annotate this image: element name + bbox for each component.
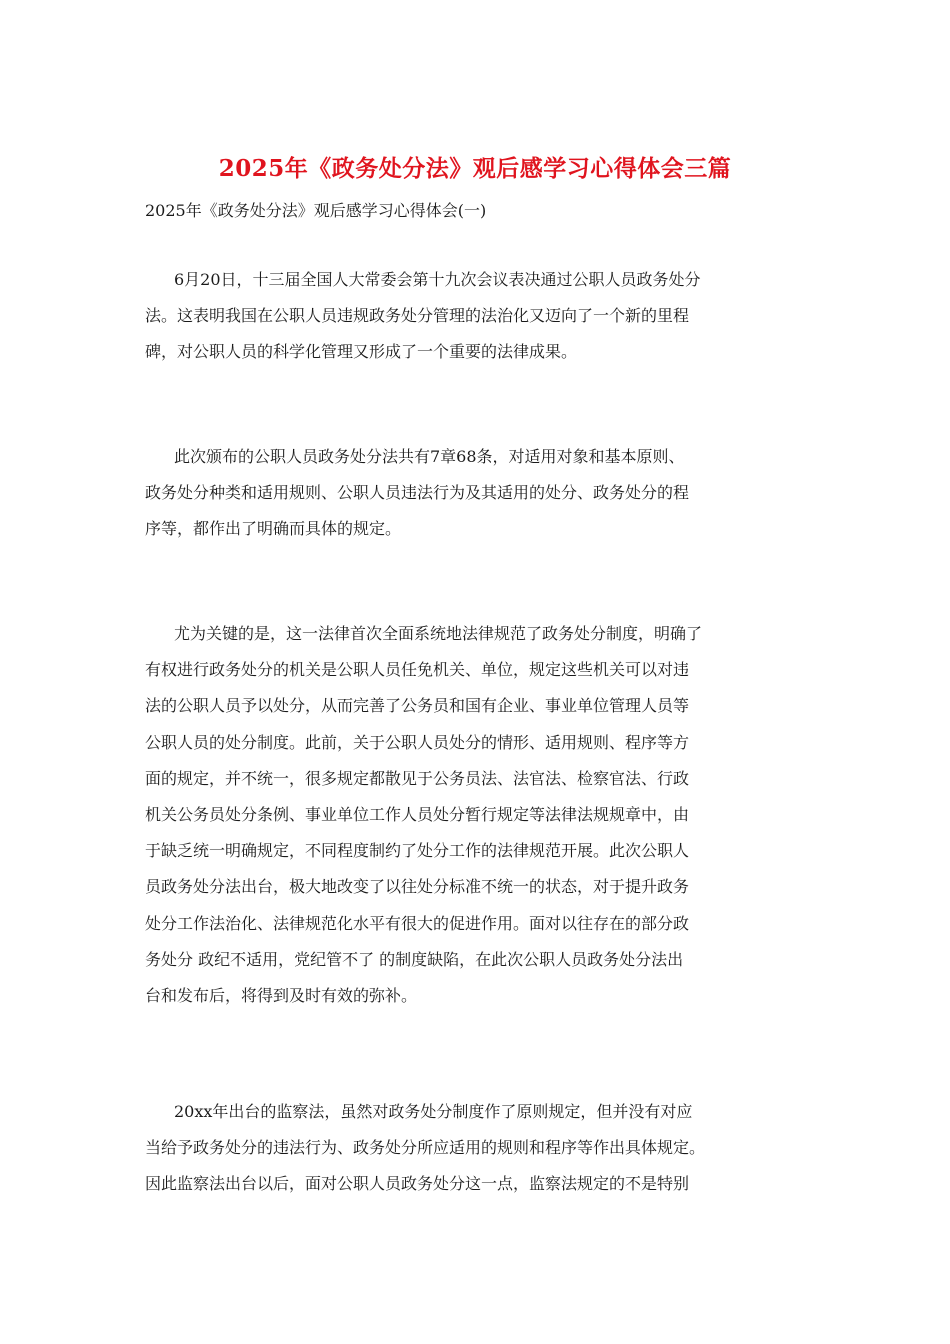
paragraph-line: 机关公务员处分条例、事业单位工作人员处分暂行规定等法律法规规章中，由	[145, 805, 690, 825]
paragraph-line: 务处分 政纪不适用，党纪管不了 的制度缺陷，在此次公职人员政务处分法出	[145, 949, 684, 969]
paragraph-line: 尤为关键的是，这一法律首次全面系统地法律规范了政务处分制度，明确了	[174, 624, 703, 643]
paragraph-line: 公职人员的处分制度。此前，关于公职人员处分的情形、适用规则、程序等方	[145, 732, 690, 752]
paragraph-line: 处分工作法治化、法律规范化水平有很大的促进作用。面对以往存在的部分政	[145, 913, 690, 933]
document-subtitle: 2025年《政务处分法》观后感学习心得体会(一)	[145, 201, 487, 220]
paragraph-1	[145, 262, 810, 371]
paragraph-line: 6月20日，十三届全国人大常委会第十九次会议表决通过公职人员政务处分	[174, 270, 701, 289]
document-title: 2025年《政务处分法》观后感学习心得体会三篇	[218, 155, 732, 182]
paragraph-line: 台和发布后，将得到及时有效的弥补。	[145, 986, 418, 1006]
paragraph-3	[145, 616, 810, 1014]
paragraph-line: 碑，对公职人员的科学化管理又形成了一个重要的法律成果。	[145, 342, 578, 362]
paragraph-line: 因此监察法出台以后，面对公职人员政务处分这一点，监察法规定的不是特别	[145, 1174, 690, 1194]
paragraph-line: 法的公职人员予以处分，从而完善了公务员和国有企业、事业单位管理人员等	[145, 696, 690, 716]
paragraph-line: 此次颁布的公职人员政务处分法共有7章68条，对适用对象和基本原则、	[174, 447, 685, 466]
paragraph-line: 于缺乏统一明确规定，不同程度制约了处分工作的法律规范开展。此次公职人	[145, 841, 690, 861]
paragraph-line: 面的规定，并不统一，很多规定都散见于公务员法、法官法、检察官法、行政	[145, 768, 690, 788]
paragraph-line: 法。这表明我国在公职人员违规政务处分管理的法治化又迈向了一个新的里程	[145, 306, 690, 326]
paragraph-line: 当给予政务处分的违法行为、政务处分所应适用的规则和程序等作出具体规定。	[145, 1138, 706, 1158]
paragraph-line: 20xx年出台的监察法，虽然对政务处分制度作了原则规定，但并没有对应	[174, 1102, 693, 1121]
paragraph-4	[145, 1094, 810, 1203]
paragraph-line: 政务处分种类和适用规则、公职人员违法行为及其适用的处分、政务处分的程	[145, 483, 690, 503]
paragraph-line: 序等，都作出了明确而具体的规定。	[145, 519, 402, 539]
paragraph-line: 有权进行政务处分的机关是公职人员任免机关、单位，规定这些机关可以对违	[145, 660, 690, 680]
paragraph-2	[145, 439, 810, 548]
paragraph-line: 员政务处分法出台，极大地改变了以往处分标准不统一的状态，对于提升政务	[145, 877, 690, 897]
